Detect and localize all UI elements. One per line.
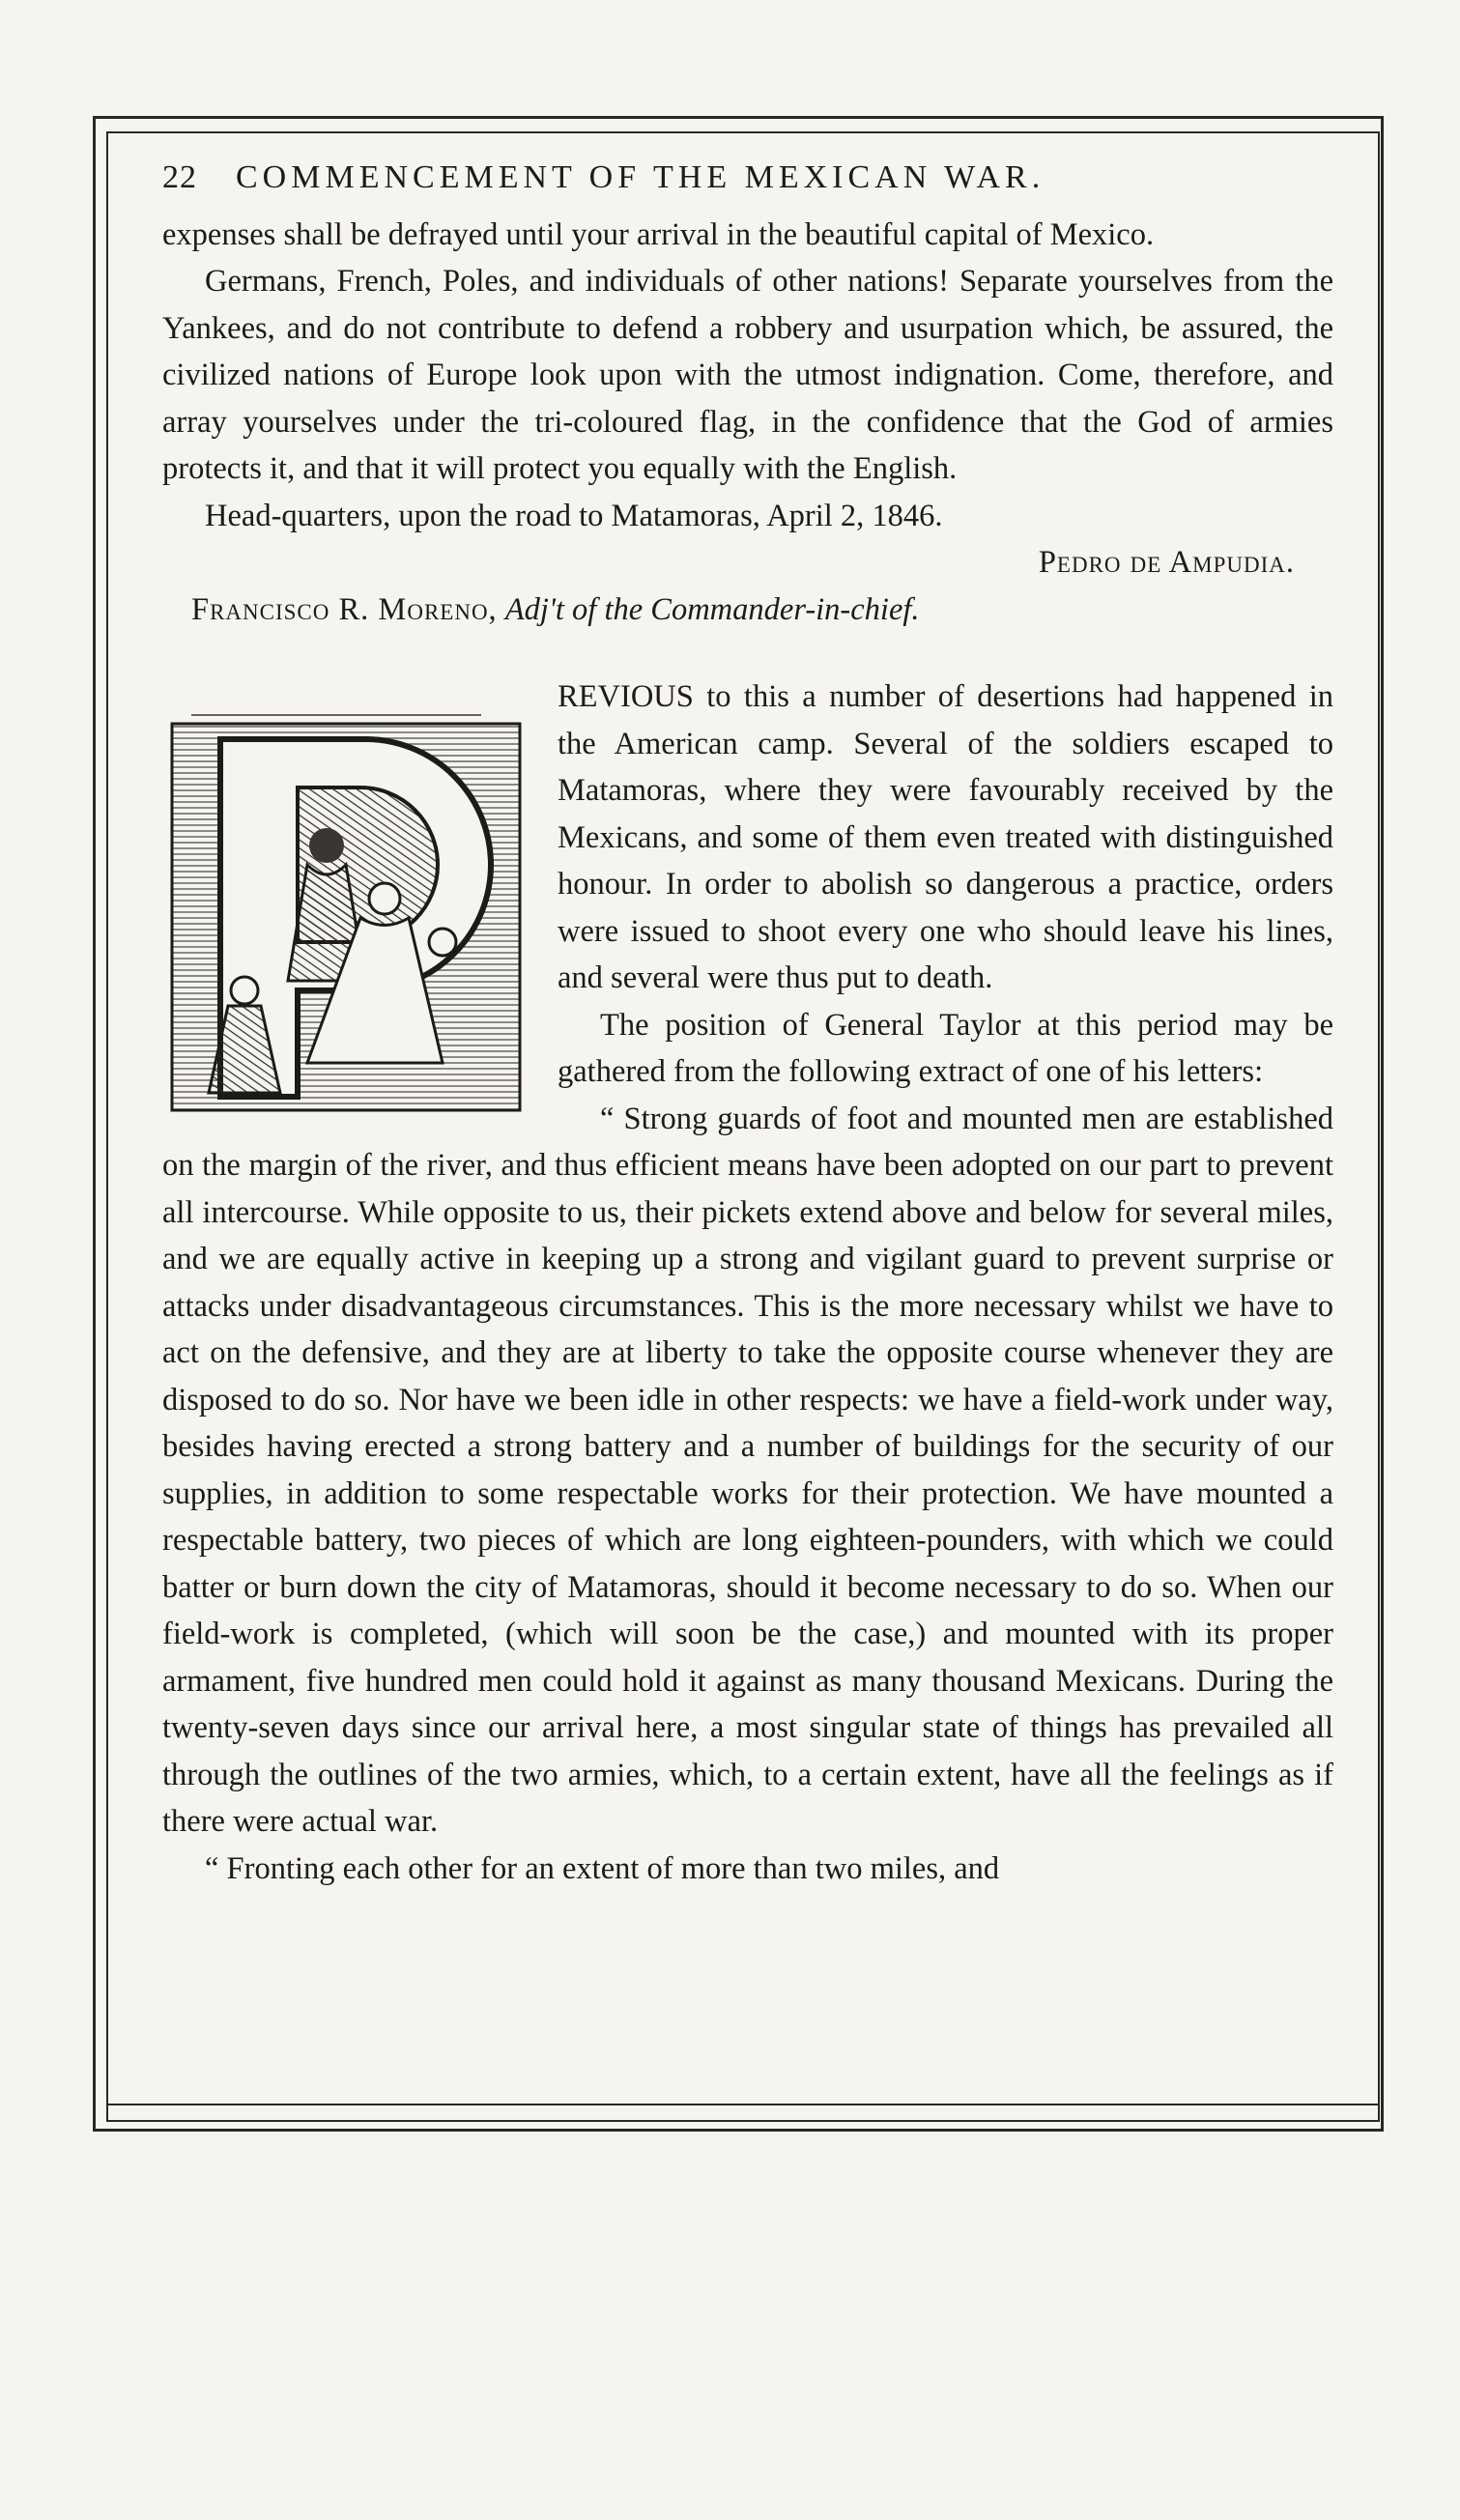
page-number: 22	[162, 159, 197, 195]
signature-ampudia: Pedro de Ampudia.	[1038, 545, 1295, 580]
paragraph-6: “ Strong guards of foot and mounted men are established on the margin of the river, and thus efficient means have been adopted on our part to prevent all intercourse. While opposite to us, their pickets extend above and below for several miles, and we are equally active in keeping up a strong and vigilant guard to prevent surprise or attacks under disadvantageous circumstances. This is the more necessary whilst we have to act on the defensive, and they are at liberty to take the opposite course whenever they are disposed to do so. Nor have we been idle in other respects: we have a field-work under way, besides having erected a strong battery and a number of buildings for the security of our supplies, in addition to some respectable works for their protection. We have mounted a respectable battery, two pieces of which are long eighteen-pounders, with which we could batter or burn down the city of Matamoras, should it become necessary to do so. When our field-work is completed, (which will soon be the case,) and mounted with its proper armament, five hundred men could hold it against as many thousand Mexicans. During the twenty-seven days since our arrival here, a most singular state of things has prevailed all through the outlines of the two armies, which, to a certain extent, have all the feelings as if there were actual war.	[162, 1101, 1333, 1839]
paragraph-3: Head-quarters, upon the road to Matamoras, April 2, 1846.	[205, 498, 943, 533]
decorated-initial-p-icon	[153, 701, 534, 1118]
running-title: COMMENCEMENT OF THE MEXICAN WAR.	[236, 159, 1045, 195]
bottom-rule	[108, 2104, 1380, 2105]
signature-moreno	[162, 587, 1333, 634]
paragraph-2: Germans, French, Poles, and individuals of other nations! Separate yourselves from the Yankees, and do not contribute to defend a robbery and usurpation which, be assured, the civilized nations of Europe look upon with the utmost indignation. Come, therefore, and array yourselves under the tri-coloured flag, in the confidence that the God of armies protects it, and that it will protect you equally with the English.	[162, 264, 1333, 486]
running-head	[162, 155, 1333, 202]
section-with-dropcap	[162, 673, 1333, 1096]
signature-moreno-name: Francisco R. Moreno,	[191, 591, 498, 627]
paragraph-7: “ Fronting each other for an extent of more than two miles, and	[205, 1850, 1000, 1886]
paragraph-1: expenses shall be defrayed until your arrival in the beautiful capital of Mexico.	[162, 216, 1155, 252]
paragraph-5: The position of General Taylor at this period may be gathered from the following extract of one of his letters:	[558, 1007, 1333, 1089]
page-content	[162, 155, 1333, 1892]
paragraph-4-text: REVIOUS to this a number of desertions had happened in the American camp. Several of the soldiers escaped to Matamoras, where they were favourably received by the Mexicans, and some of them even treated with distinguished honour. In order to abolish so dangerous a practice, orders were issued to shoot every one who should leave his lines, and several were thus put to death.	[558, 679, 1333, 995]
signature-moreno-title: Adj't of the Commander-in-chief.	[504, 591, 920, 627]
